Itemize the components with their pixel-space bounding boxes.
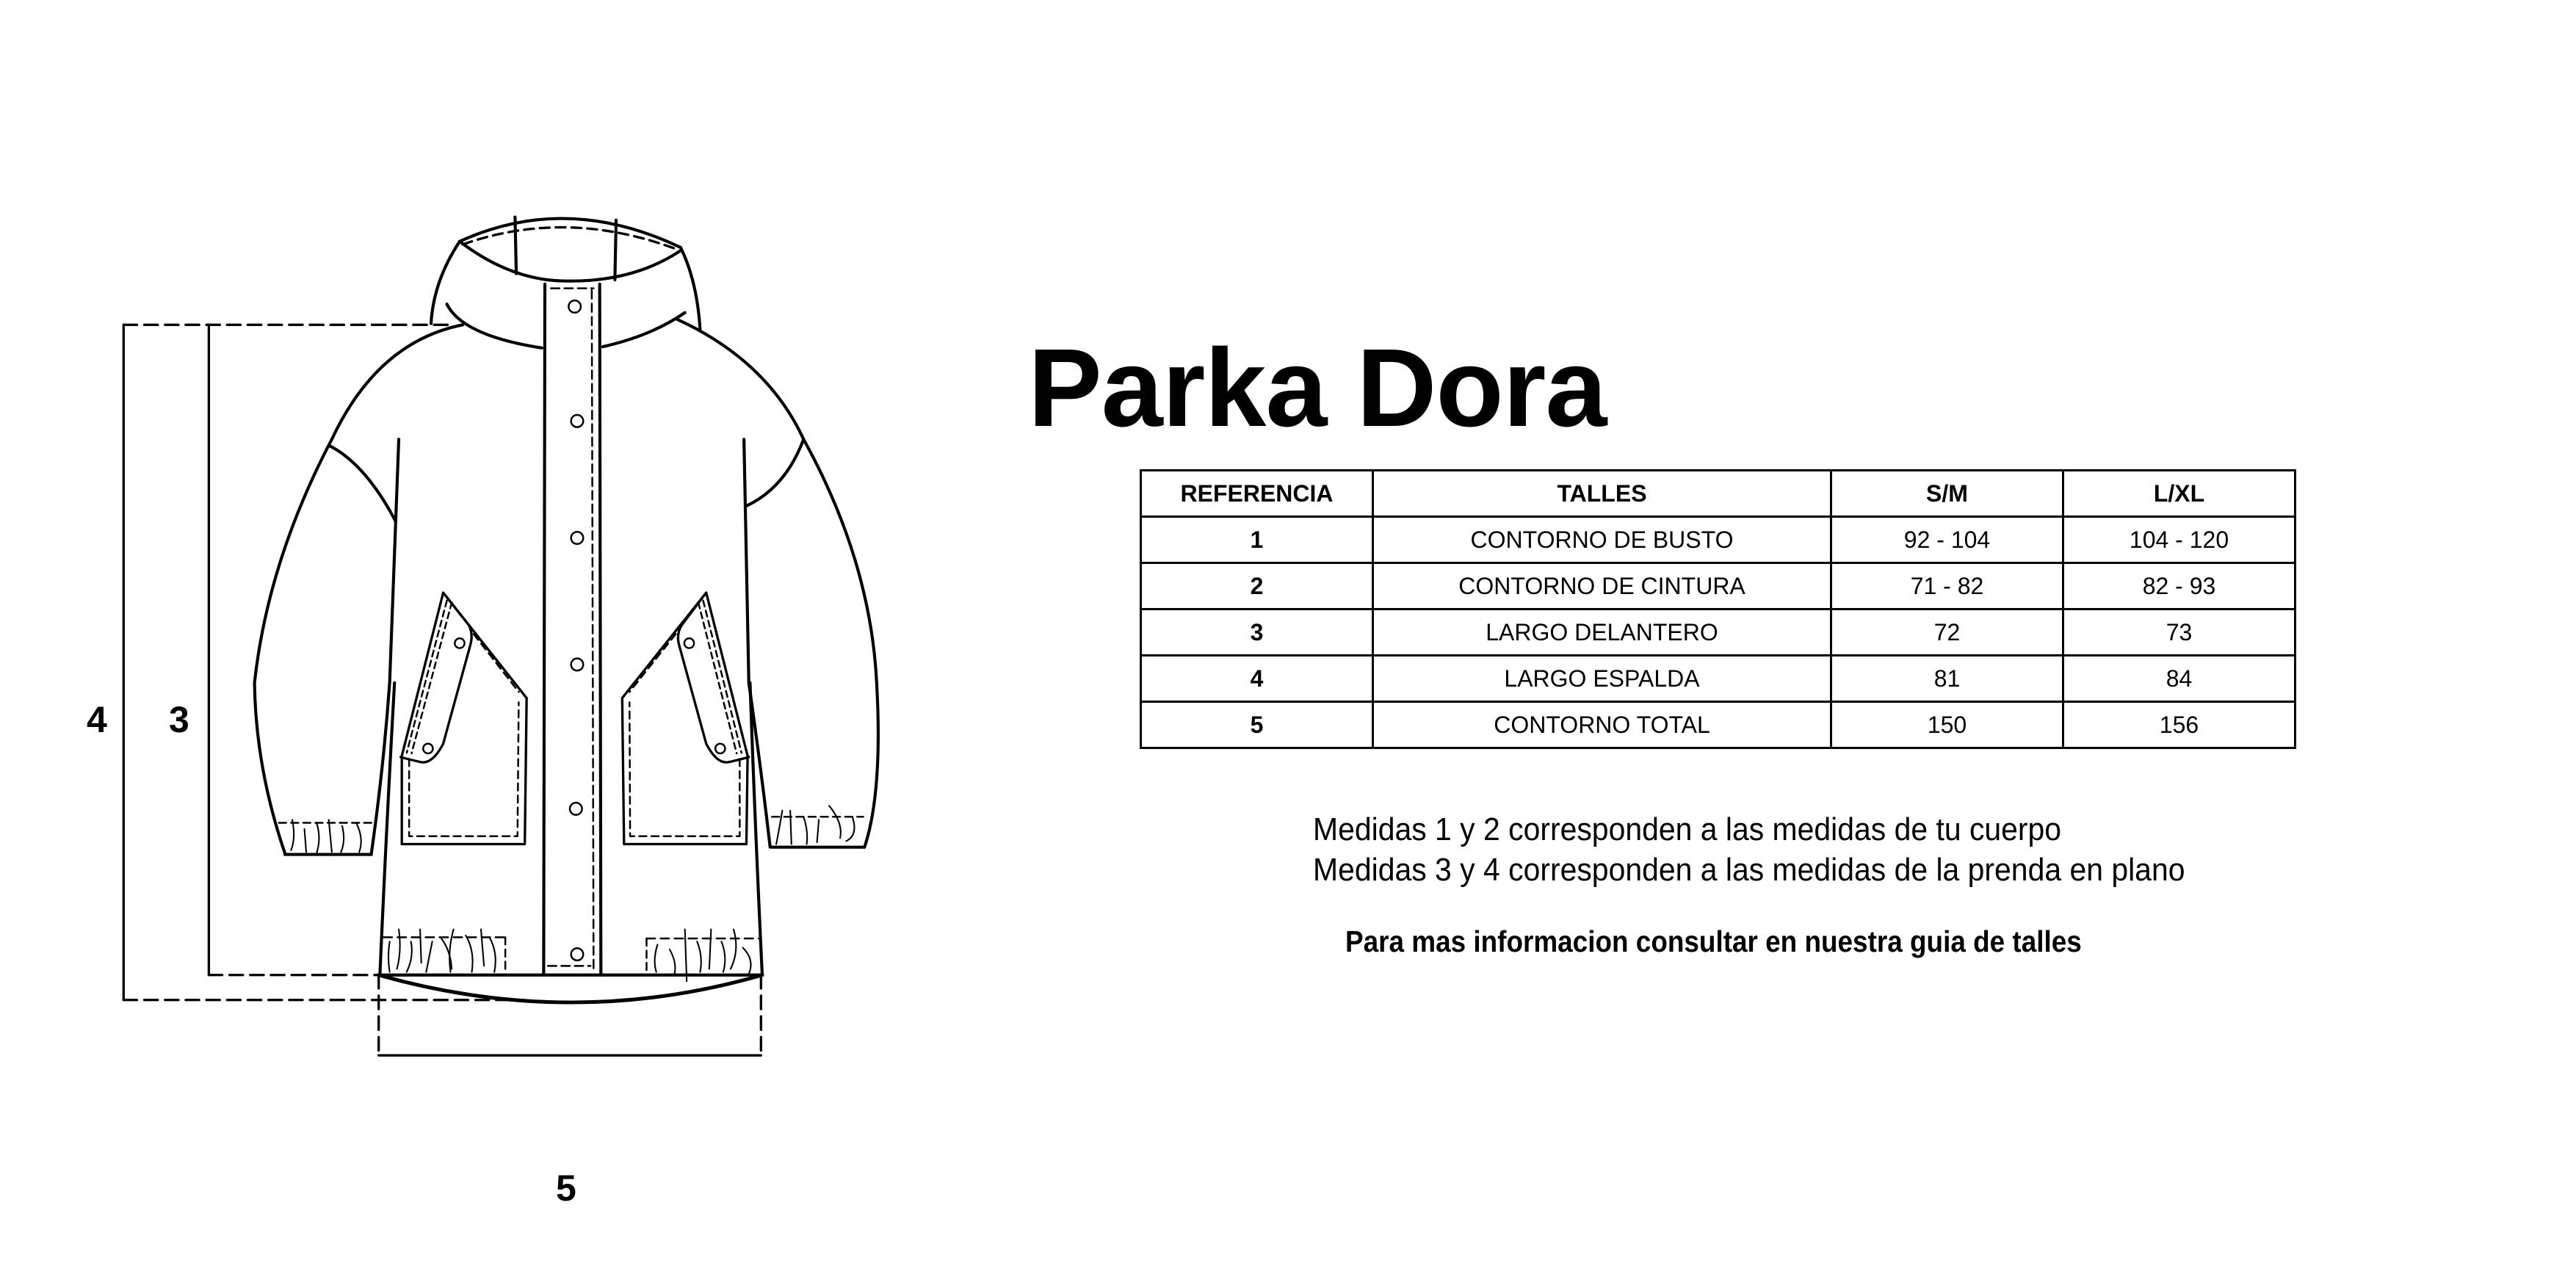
note-size-guide: Para mas informacion consultar en nuestra guia de talles <box>1345 925 2082 958</box>
table-row <box>1141 517 2295 563</box>
note-body-measurements: Medidas 1 y 2 corresponden a las medidas de tu cuerpo <box>1313 811 2062 847</box>
cell-sm: 71 - 82 <box>1831 563 2063 609</box>
cell-talle: LARGO DELANTERO <box>1373 609 1831 656</box>
dimension-label-5: 5 <box>556 1168 576 1209</box>
cell-lxl: 156 <box>2063 702 2295 748</box>
cell-ref: 3 <box>1141 609 1373 656</box>
dimension-label-4: 4 <box>87 699 107 740</box>
table-row <box>1141 656 2295 702</box>
cell-ref: 2 <box>1141 563 1373 609</box>
cell-lxl: 84 <box>2063 656 2295 702</box>
header-size-sm: S/M <box>1831 471 2063 517</box>
table-row <box>1141 702 2295 748</box>
cell-talle: LARGO ESPALDA <box>1373 656 1831 702</box>
cell-sm: 150 <box>1831 702 2063 748</box>
cell-sm: 92 - 104 <box>1831 517 2063 563</box>
dimension-label-3: 3 <box>169 699 189 740</box>
cell-talle: CONTORNO TOTAL <box>1373 702 1831 748</box>
cell-sm: 81 <box>1831 656 2063 702</box>
note-garment-measurements: Medidas 3 y 4 corresponden a las medidas de la prenda en plano <box>1313 852 2185 888</box>
cell-ref: 4 <box>1141 656 1373 702</box>
header-size-lxl: L/XL <box>2063 471 2295 517</box>
cell-sm: 72 <box>1831 609 2063 656</box>
cell-talle: CONTORNO DE BUSTO <box>1373 517 1831 563</box>
cell-lxl: 82 - 93 <box>2063 563 2295 609</box>
left-pocket <box>401 593 527 844</box>
body-outline <box>255 284 878 1002</box>
cell-lxl: 73 <box>2063 609 2295 656</box>
right-pocket <box>622 593 748 844</box>
cell-talle: CONTORNO DE CINTURA <box>1373 563 1831 609</box>
header-referencia: REFERENCIA <box>1141 471 1373 517</box>
parka-technical-drawing <box>0 184 955 1248</box>
product-title: Parka Dora <box>1028 325 1607 449</box>
cell-ref: 5 <box>1141 702 1373 748</box>
cell-ref: 1 <box>1141 517 1373 563</box>
table-row <box>1141 563 2295 609</box>
dimension-lines <box>123 325 761 1055</box>
size-chart-table <box>1140 469 2296 749</box>
table-header-row <box>1141 471 2295 517</box>
header-talles: TALLES <box>1373 471 1831 517</box>
placket-details <box>548 289 593 972</box>
hood <box>431 217 700 348</box>
table-row <box>1141 609 2295 656</box>
cell-lxl: 104 - 120 <box>2063 517 2295 563</box>
